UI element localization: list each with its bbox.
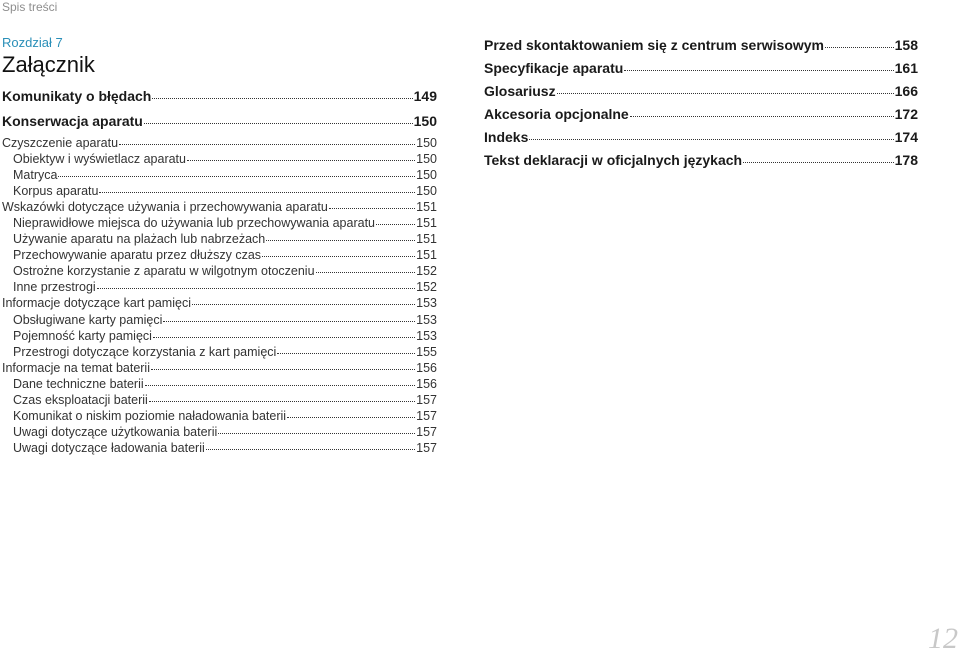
toc-entry-page: 149	[413, 88, 437, 104]
toc-leader-dots	[119, 131, 415, 145]
toc-leader-dots	[58, 163, 415, 177]
toc-leader-dots	[145, 372, 416, 386]
toc-entry-title: Pojemność karty pamięci	[13, 328, 152, 343]
toc-entry-title: Przechowywanie aparatu przez dłuższy czas	[13, 248, 262, 263]
toc-entry[interactable]	[2, 439, 437, 455]
toc-entry-page: 157	[416, 409, 437, 424]
toc-entry-page: 153	[416, 312, 437, 327]
toc-entry-title: Konserwacja aparatu	[2, 113, 143, 129]
toc-entry-title: Tekst deklaracji w oficjalnych językach	[484, 152, 743, 168]
toc-entry-page: 156	[416, 376, 437, 391]
toc-entry-page: 153	[416, 296, 437, 311]
toc-entry-title: Korpus aparatu	[13, 183, 99, 198]
toc-entry[interactable]	[484, 34, 918, 57]
toc-entry-page: 150	[416, 167, 437, 182]
toc-entry-page: 157	[416, 393, 437, 407]
toc-leader-dots	[624, 56, 893, 71]
toc-entry-page: 158	[894, 37, 918, 53]
toc-entry-title: Przed skontaktowaniem się z centrum serwisowym	[484, 37, 825, 53]
toc-entry[interactable]	[2, 110, 437, 133]
toc-entry-page: 150	[416, 135, 437, 150]
toc-entry-page: 151	[416, 248, 437, 263]
toc-leader-dots	[743, 148, 894, 163]
toc-leader-dots	[287, 405, 415, 419]
toc-entry[interactable]	[2, 197, 437, 213]
toc-leader-dots	[557, 79, 894, 94]
toc-entry-title: Dane techniczne baterii	[13, 376, 144, 391]
toc-entry-title: Używanie aparatu na plażach lub nabrzeżach	[13, 232, 266, 247]
toc-entry[interactable]	[484, 149, 918, 172]
toc-leader-dots	[266, 228, 415, 242]
toc-leader-dots	[825, 33, 894, 48]
toc-entry-title: Obiektyw i wyświetlacz aparatu	[13, 151, 186, 166]
toc-leader-dots	[149, 389, 415, 403]
toc-entry[interactable]	[484, 80, 918, 103]
toc-entry[interactable]	[484, 103, 918, 126]
toc-leader-dots	[206, 437, 415, 451]
toc-leader-dots	[144, 109, 413, 124]
toc-entry-page: 153	[416, 328, 437, 343]
toc-entry-title: Glosariusz	[484, 83, 556, 99]
toc-entry-page: 151	[416, 199, 437, 214]
toc-leader-dots	[277, 340, 415, 354]
toc-leader-dots	[218, 421, 415, 435]
toc-leader-dots	[329, 195, 415, 209]
toc-entry-page: 174	[894, 129, 918, 145]
toc-leader-dots	[153, 324, 415, 338]
toc-entry-title: Czyszczenie aparatu	[2, 135, 119, 150]
toc-entry-page: 152	[416, 264, 437, 279]
toc-entry-page: 150	[416, 151, 437, 166]
toc-right-column	[484, 34, 918, 172]
toc-leader-dots	[151, 356, 415, 370]
toc-entry-page: 150	[413, 113, 437, 129]
page-number: 12	[928, 622, 958, 655]
toc-entry-title: Nieprawidłowe miejsca do używania lub przechowywania aparatu	[13, 215, 375, 230]
toc-entry-title: Informacje dotyczące kart pamięci	[2, 296, 191, 311]
toc-entry-page: 172	[894, 106, 918, 122]
toc-entry-title: Specyfikacje aparatu	[484, 60, 624, 76]
toc-entry-page: 150	[416, 183, 437, 198]
toc-entry-title: Ostrożne korzystanie z aparatu w wilgotnym otoczeniu	[13, 264, 315, 279]
toc-entry-title: Uwagi dotyczące użytkowania baterii	[13, 425, 218, 440]
toc-entry-title: Akcesoria opcjonalne	[484, 106, 629, 122]
toc-entry-page: 151	[416, 232, 437, 247]
toc-entry[interactable]	[484, 126, 918, 149]
toc-entry-page: 152	[416, 280, 437, 295]
toc-entry-page: 178	[894, 152, 918, 168]
chapter-title: Załącznik	[2, 52, 95, 77]
toc-entry-title: Obsługiwane karty pamięci	[13, 312, 163, 327]
toc-entry-title: Informacje na temat baterii	[2, 360, 150, 375]
toc-entry-page: 166	[894, 83, 918, 99]
toc-entry-title: Uwagi dotyczące ładowania baterii	[13, 441, 205, 456]
toc-entry-title: Wskazówki dotyczące używania i przechowywania aparatu	[2, 199, 328, 214]
toc-entry-page: 157	[416, 441, 437, 456]
toc-entry-title: Przestrogi dotyczące korzystania z kart pamięci	[13, 344, 277, 359]
toc-leader-dots	[316, 260, 416, 274]
toc-entry-title: Inne przestrogi	[13, 280, 96, 295]
toc-entry-title: Indeks	[484, 129, 529, 145]
toc-leader-dots	[99, 179, 415, 193]
toc-entry-page: 161	[894, 60, 918, 76]
toc-leader-dots	[192, 292, 415, 306]
toc-leader-dots	[262, 244, 415, 258]
chapter-label: Rozdział 7	[2, 35, 63, 50]
section-header: Spis treści	[2, 0, 58, 14]
toc-leader-dots	[152, 84, 412, 99]
toc-entry-title: Czas eksploatacji baterii	[13, 393, 148, 407]
toc-leader-dots	[163, 308, 415, 322]
toc-entry-page: 151	[416, 215, 437, 230]
toc-leader-dots	[376, 211, 415, 225]
toc-leader-dots	[529, 125, 893, 140]
toc-entry-page: 156	[416, 360, 437, 375]
toc-entry-page: 157	[416, 425, 437, 440]
toc-entry-title: Komunikat o niskim poziomie naładowania baterii	[13, 409, 287, 424]
toc-entry-page: 155	[416, 344, 437, 359]
toc-entry-title: Komunikaty o błędach	[2, 88, 152, 104]
toc-entry[interactable]	[2, 85, 437, 108]
toc-left-column	[2, 85, 437, 455]
toc-leader-dots	[187, 147, 415, 161]
toc-entry-title: Matryca	[13, 167, 58, 182]
toc-entry[interactable]	[484, 57, 918, 80]
toc-leader-dots	[630, 102, 894, 117]
toc-leader-dots	[97, 276, 415, 290]
